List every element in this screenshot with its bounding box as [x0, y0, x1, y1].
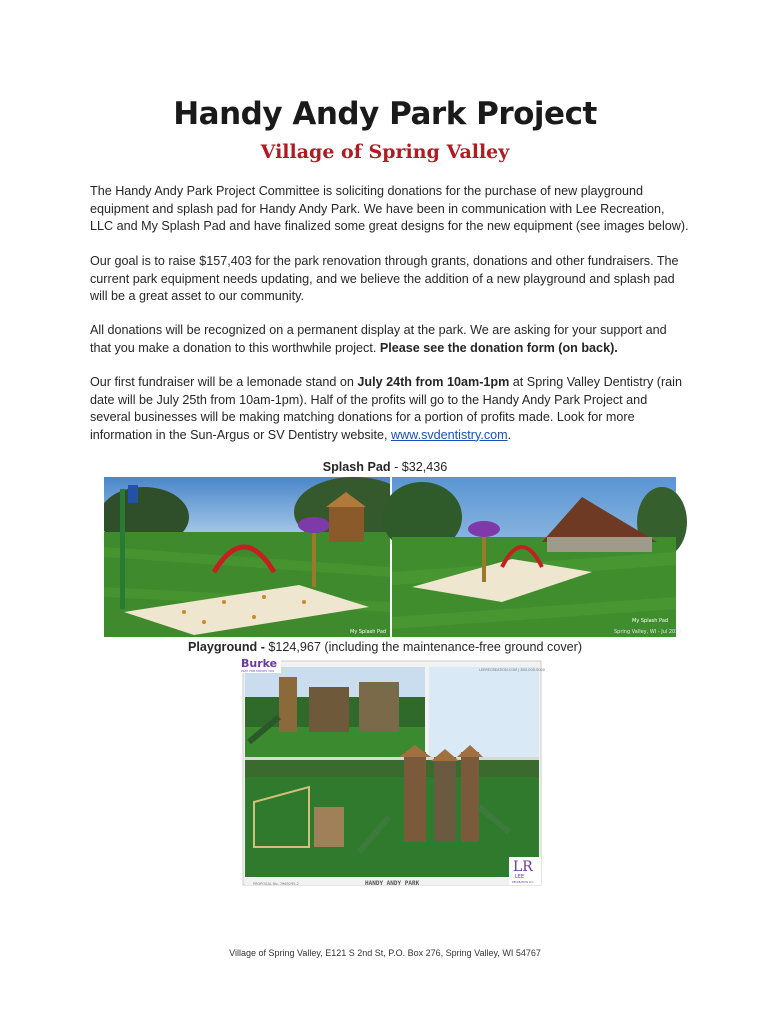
- paragraph-goal: Our goal is to raise $157,403 for the park renovation through grants, donations and other fundraisers. The current park equipment needs updating, and we believe the addition of a new playground and splash pad will be a great asset to our community.: [90, 254, 679, 303]
- svdentistry-link[interactable]: www.svdentistry.com: [390, 427, 508, 442]
- splash-left-watermark: My Splash Pad: [350, 629, 387, 635]
- document-footer: Village of Spring Valley, E121 S 2nd St, P.O. Box 276, Spring Valley, WI 54767: [229, 948, 541, 958]
- splash-pad-cost: - $32,436: [390, 460, 448, 474]
- burke-tagline: PLAY FOR MOVES YOU: [241, 669, 275, 673]
- lee-logo-name: LEE: [515, 874, 525, 880]
- playground-header-text: LEERECREATION.COM | 800.000.0000: [479, 668, 545, 672]
- playground-render: [239, 657, 545, 889]
- paragraph-intro: The Handy Andy Park Project Committee is soliciting donations for the purchase of new playground equipment and splash pad for Handy Andy Park. We have been in communication with Lee Recreation, LLC and My Splash Pad and have finalized some great designs for the new equipment (see images below).: [90, 184, 689, 233]
- document-title: Handy Andy Park Project: [173, 96, 597, 132]
- paragraph-fundraiser: [90, 374, 690, 444]
- paragraph-donations: [90, 322, 690, 357]
- fundraiser-text-a: Our first fundraiser will be a lemonade stand on: [90, 375, 358, 389]
- document-subtitle: Village of Spring Valley: [260, 141, 510, 163]
- splash-pad-render-left: [104, 477, 390, 637]
- fundraiser-text-b: at Spring Valley Dentistry (rain date will be July 25th from 10am-1pm). Half of the profits will go to the Handy Andy Park Project and several businesses will be making matching donations for a portion of profits made. Look for more information in the Sun-Argus or SV Dentistry website,: [90, 375, 682, 442]
- playground-label: Playground -: [187, 640, 269, 654]
- splash-right-credit: Spring Valley, WI - Jul 2020: [614, 629, 682, 635]
- splash-pad-caption: [0, 460, 770, 474]
- lee-logo-sub: RECREATION LLC: [512, 881, 534, 884]
- donation-form-note: Please see the donation form (on back).: [379, 340, 618, 355]
- fundraiser-text-end: .: [507, 427, 512, 442]
- burke-logo: Burke: [241, 657, 278, 670]
- playground-footer-label: HANDY ANDY PARK: [365, 880, 420, 887]
- paragraph-donations-text: All donations will be recognized on a permanent display at the park. We are asking for your support and that you make a donation to this worthwhile project.: [90, 323, 667, 355]
- playground-cost: $124,967 (including the maintenance-free ground cover): [268, 640, 583, 654]
- fundraiser-date: July 24th from 10am-1pm: [357, 375, 510, 389]
- splash-pad-label: Splash Pad: [322, 460, 391, 474]
- splash-pad-render-right: [392, 477, 682, 635]
- splash-right-watermark: My Splash Pad: [632, 618, 669, 624]
- playground-footer-left: PROPOSAL No. 7969295-2: [253, 882, 299, 886]
- lee-logo-letters: LR: [513, 859, 533, 875]
- playground-caption: [0, 640, 770, 654]
